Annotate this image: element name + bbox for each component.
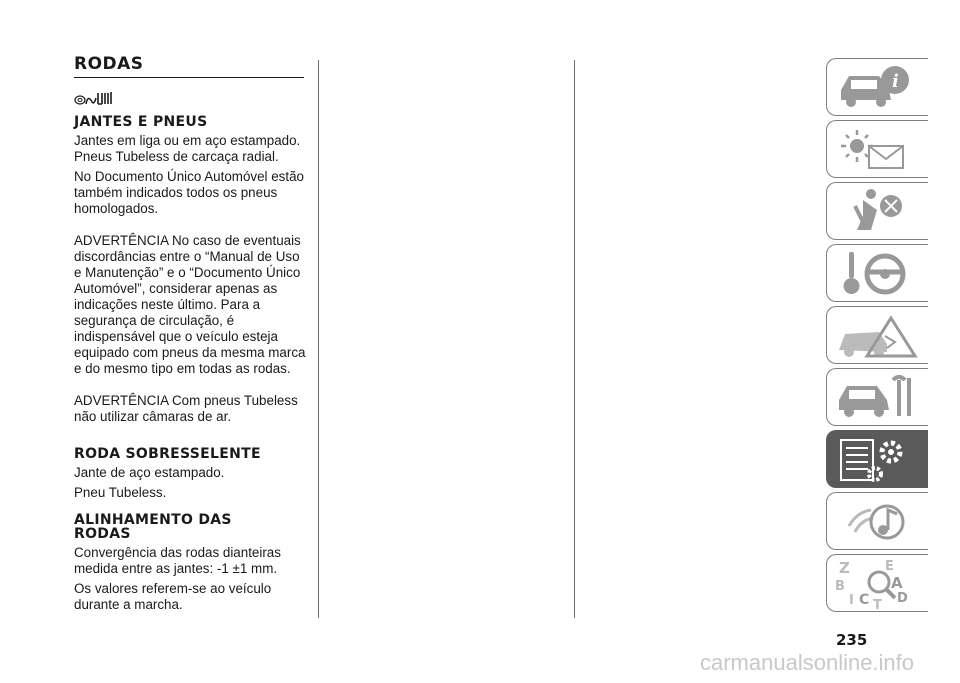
heading-roda-sobresselente: RODA SOBRESSELENTE	[74, 446, 261, 462]
heading-alinhamento-line2: RODAS	[74, 526, 131, 542]
tab-index[interactable]	[826, 554, 928, 612]
paragraph-sobresselente-1: Jante de aço estampado.	[74, 465, 225, 480]
index-letter-a: A	[891, 574, 903, 592]
heading-alinhamento-line1: ALINHAMENTO DAS	[74, 512, 232, 528]
page-number: 235	[836, 631, 868, 649]
index-letter-e: E	[885, 559, 894, 574]
warning-lights-icon	[833, 124, 923, 176]
tab-emergency[interactable]	[826, 306, 928, 364]
airbag-seat-icon	[833, 186, 923, 238]
emergency-icon	[833, 310, 923, 362]
key-steering-icon	[833, 248, 923, 300]
svg-text:i: i	[892, 71, 899, 92]
paragraph-alinhamento-2: Os valores referem-se ao veículo durante a marcha.	[74, 581, 272, 612]
heading-jantes-pneus: JANTES E PNEUS	[74, 114, 208, 130]
title-rule	[74, 77, 304, 78]
tab-multimedia[interactable]	[826, 492, 928, 550]
tab-airbag-seat[interactable]	[826, 182, 928, 240]
index-letter-i: I	[849, 593, 854, 608]
index-letter-z: Z	[839, 559, 850, 577]
index-letter-b: B	[835, 579, 845, 594]
paragraph-jantes-1: Jantes em liga ou em aço estampado. Pneus Tubeless de carcaça radial.	[74, 133, 301, 164]
tab-technical-data[interactable]	[826, 430, 928, 488]
index-letter-c: C	[859, 592, 870, 608]
content-column	[74, 56, 308, 613]
tab-car-info[interactable]	[826, 58, 928, 116]
technical-data-icon	[833, 434, 923, 486]
warning-paragraph-1: ADVERTÊNCIA No caso de eventuais discordâncias entre o “Manual de Uso e Manutenção” e o “Documento Único Automóvel”, considerar apenas as indicações neste último. Para a segurança de circulação, é indispensável que o veículo esteja equipado com pneus da mesma marca e do mesmo tipo em todas as rodas.	[74, 233, 306, 376]
paragraph-sobresselente-2: Pneu Tubeless.	[74, 485, 167, 500]
index-letter-d: D	[897, 591, 908, 606]
paragraph-alinhamento-1: Convergência das rodas dianteiras medida entre as jantes: -1 ±1 mm.	[74, 545, 281, 576]
tab-warning-lights[interactable]	[826, 120, 928, 178]
paragraph-jantes-2: No Documento Único Automóvel estão também indicados todos os pneus homologados.	[74, 169, 304, 216]
column-divider-1	[318, 60, 319, 618]
tyre-brand-icon	[74, 90, 114, 106]
column-divider-2	[574, 60, 575, 618]
heading-alinhamento	[74, 513, 308, 541]
tab-key-steering[interactable]	[826, 244, 928, 302]
tab-car-maintenance[interactable]	[826, 368, 928, 426]
multimedia-icon	[833, 496, 923, 548]
index-icon	[833, 558, 923, 610]
watermark: carmanualsonline.info	[700, 650, 915, 675]
warning-paragraph-2: ADVERTÊNCIA Com pneus Tubeless não utilizar câmaras de ar.	[74, 393, 298, 424]
page-title: RODAS	[74, 54, 144, 74]
car-maintenance-icon	[833, 372, 923, 424]
index-letter-t: T	[873, 598, 882, 610]
car-info-icon	[833, 62, 923, 114]
